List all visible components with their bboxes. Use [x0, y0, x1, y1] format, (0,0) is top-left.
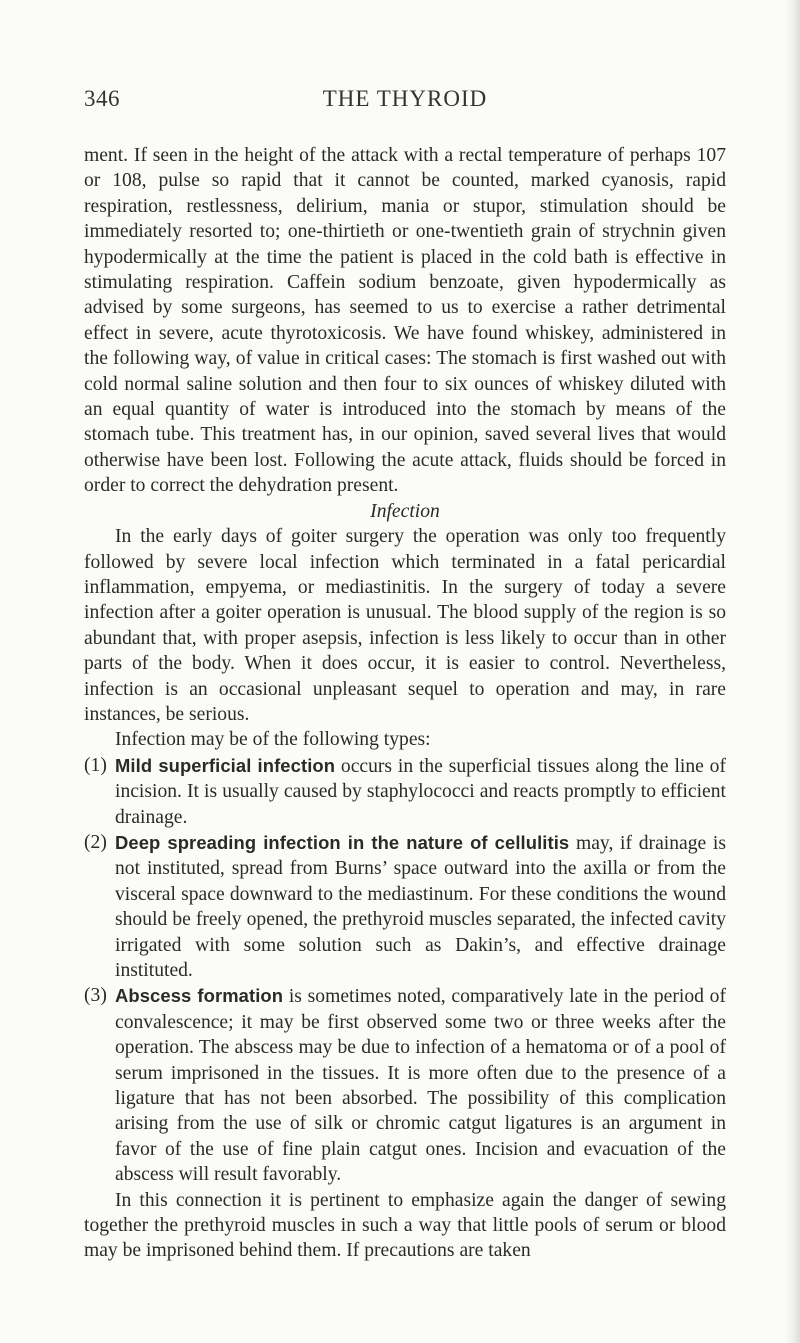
- list-text: may, if drainage is not instituted, spread from Burns’ space outward into the axilla or from the visceral space downward to the mediastinum. For these conditions the wound should be freely opened, the prethyroid muscles separated, the infected cavity irrigated with some solution such as Dakin’s, and effective drainage instituted.: [115, 832, 726, 981]
- page-number: 346: [84, 86, 120, 111]
- running-head: [84, 86, 726, 120]
- list-number: (1): [84, 754, 107, 776]
- list-term: Deep spreading infection in the nature of cellulitis: [115, 831, 570, 853]
- paragraph-connection: In this connection it is pertinent to emphasize again the danger of sewing together the prethyroid muscles in such a way that little pools of serum or blood may be imprisoned behind them. If precautions are taken: [84, 1189, 726, 1262]
- paragraph-infection-intro: In the early days of goiter surgery the operation was only too frequently followed by severe local infection which terminated in a fatal pericardial inflammation, empyema, or mediastinitis. In the surgery of today a severe infection after a goiter operation is unusual. The blood supply of the region is so abundant that, with proper asepsis, infection is less likely to occur than in other parts of the body. When it does occur, it is easier to control. Nevertheless, infection is an occasional unpleasant sequel to operation and may, in rare instances, be serious.: [84, 526, 726, 725]
- list-text: is sometimes noted, comparatively late in the period of convalescence; it may be first observed some two or three weeks after the operation. The abscess may be due to infection of a hematoma or of a pool of serum imprisoned in the tissues. It is more often due to the presence of a ligature that has not been absorbed. The possibility of this complication arising from the use of silk or chromic catgut ligatures is an argument in favor of the use of fine plain catgut ones. Incision and evacuation of the abscess will result favorably.: [115, 986, 726, 1186]
- paragraph-continuation: ment. If seen in the height of the attack with a rectal temperature of perhaps 107 or 108, pulse so rapid that it cannot be counted, marked cyanosis, rapid respiration, restlessness, delirium, mania or stupor, stimulation should be immediately resorted to; one-thirtieth or one-twentieth grain of strychnin given hypodermically at the time the patient is placed in the cold bath is effective in stimulating respiration. Caffein sodium benzoate, given hypodermically as advised by some surgeons, has seemed to us to exercise a rather detrimental effect in severe, acute thyrotoxicosis. We have found whiskey, administered in the following way, of value in critical cases: The stomach is first washed out with cold normal saline solution and then four to six ounces of whiskey diluted with an equal quantity of water is introduced into the stomach by means of the stomach tube. This treatment has, in our opinion, saved several lives that would otherwise have been lost. Following the acute attack, fluids should be forced in order to correct the dehydration present.: [84, 145, 726, 497]
- page-edge-shadow: [786, 0, 800, 1343]
- list-term: Mild superficial infection: [115, 754, 336, 776]
- list-item-mild-infection: [84, 753, 726, 830]
- section-heading-infection: Infection: [370, 500, 440, 522]
- list-number: (3): [84, 985, 107, 1007]
- body-text: [84, 143, 726, 1264]
- list-text: occurs in the superficial tissues along the line of incision. It is usually caused by staphylococci and reacts promptly to efficient drainage.: [115, 755, 726, 828]
- running-title: THE THYROID: [322, 86, 488, 111]
- paragraph-infection-types: Infection may be of the following types:: [115, 729, 431, 751]
- list-number: (2): [84, 831, 107, 853]
- list-item-deep-infection: [84, 830, 726, 983]
- list-item-abscess: [84, 983, 726, 1187]
- list-term: Abscess formation: [115, 985, 284, 1007]
